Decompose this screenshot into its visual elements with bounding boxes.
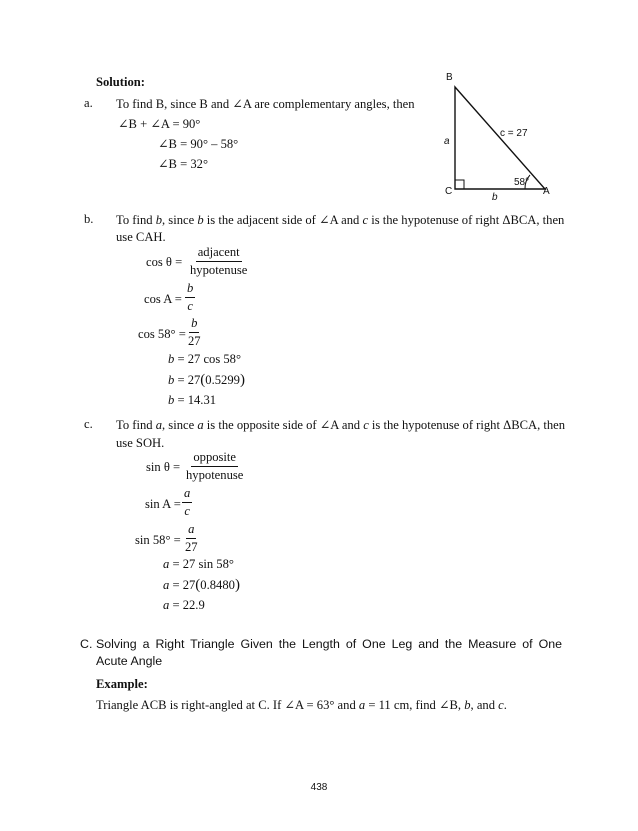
example-var: a — [358, 698, 366, 712]
part-c-intro-var: a — [197, 418, 204, 432]
part-a-marker: a. — [84, 96, 93, 110]
b-eq2-fraction — [185, 281, 195, 314]
b-eq6-var: b — [168, 393, 175, 407]
section-c-marker: C. — [80, 637, 93, 651]
part-a-line3: ∠B = 32° — [158, 157, 208, 171]
triangle-diagram — [430, 70, 580, 210]
example-text-part: = 11 cm, find ∠B, — [365, 698, 465, 712]
page-number: 438 — [310, 782, 328, 793]
fraction-numerator: opposite — [191, 450, 238, 467]
c-eq5 — [163, 577, 240, 594]
close-paren: ) — [234, 577, 240, 593]
c-eq6 — [163, 598, 205, 613]
c-eq3-fraction — [183, 522, 200, 555]
c-eq5-var: a — [163, 578, 170, 592]
open-paren: ( — [200, 372, 206, 388]
part-b-intro-var: b — [155, 213, 162, 227]
right-angle-marker — [455, 180, 464, 189]
b-eq5-var: b — [168, 373, 175, 387]
part-b-intro-line2: use CAH. — [116, 230, 166, 244]
example-text-part: , and — [470, 698, 499, 712]
part-c-intro-line2: use SOH. — [116, 436, 165, 450]
b-eq5-rhs: = 27 — [174, 373, 201, 387]
part-b-intro-text: To find — [116, 213, 156, 227]
fraction-numerator: a — [182, 486, 192, 503]
part-b-intro-text: , since — [162, 213, 198, 227]
c-eq1-lhs: sin θ = — [146, 460, 181, 474]
b-eq1-lhs: cos θ = — [146, 255, 183, 269]
part-c-intro-text: , since — [162, 418, 198, 432]
b-eq4-rhs: = 27 cos 58° — [174, 352, 242, 366]
open-paren: ( — [195, 577, 201, 593]
part-a-intro: To find B, since B and ∠A are complementary angles, then — [116, 97, 415, 111]
close-paren: ) — [239, 372, 245, 388]
example-var: c — [498, 698, 504, 712]
vertex-a-label: A — [543, 186, 550, 197]
solution-heading: Solution: — [96, 75, 145, 89]
fraction-numerator: b — [189, 316, 199, 333]
section-c-title-line1: Solving a Right Triangle Given the Length of One Leg and the Measure of One — [96, 637, 562, 651]
c-eq6-rhs: = 22.9 — [169, 598, 205, 612]
part-c-intro-var: c — [363, 418, 369, 432]
c-eq4-var: a — [163, 557, 170, 571]
vertex-c-label: C — [445, 186, 453, 197]
c-eq4-rhs: = 27 sin 58° — [169, 557, 234, 571]
fraction-denominator: 27 — [188, 334, 201, 348]
b-eq4-var: b — [168, 352, 175, 366]
part-c-intro-text: is the hypotenuse of right ΔBCA, then — [368, 418, 566, 432]
fraction-denominator: c — [187, 299, 193, 313]
c-eq6-var: a — [163, 598, 170, 612]
b-eq5 — [168, 372, 245, 389]
example-text-part: . — [503, 698, 507, 712]
part-b-marker: b. — [84, 212, 94, 226]
triangle-svg — [430, 70, 580, 210]
b-eq3-fraction — [186, 316, 203, 349]
part-b-intro-var: c — [362, 213, 369, 227]
part-b-intro — [116, 212, 564, 228]
example-var: b — [464, 698, 471, 712]
b-eq1-fraction — [188, 245, 249, 278]
example-text — [96, 697, 507, 713]
fraction-denominator: 27 — [185, 540, 198, 554]
b-eq4 — [168, 352, 241, 367]
part-c-intro-var: a — [155, 418, 162, 432]
b-eq3-lhs: cos 58° = — [138, 327, 186, 341]
section-c-title-line2: Acute Angle — [96, 654, 163, 668]
vertex-b-label: B — [446, 72, 453, 83]
angle-a-label: 58° — [514, 177, 530, 188]
b-eq6-rhs: = 14.31 — [174, 393, 217, 407]
part-b-intro-text: is the hypotenuse of right ΔBCA, then — [368, 213, 565, 227]
side-c-label: c = 27 — [500, 128, 528, 139]
b-eq6 — [168, 393, 216, 408]
fraction-numerator: b — [185, 281, 195, 298]
fraction-denominator: c — [184, 504, 190, 518]
part-b-intro-text: is the adjacent side of ∠A and — [203, 213, 363, 227]
part-c-intro — [116, 417, 565, 433]
fraction-numerator: adjacent — [196, 245, 242, 262]
c-eq2-fraction — [182, 486, 192, 519]
fraction-numerator: a — [186, 522, 196, 539]
part-a-line2: ∠B = 90° – 58° — [158, 137, 239, 151]
part-c-intro-text: To find — [116, 418, 156, 432]
c-eq4 — [163, 557, 234, 572]
example-label: Example: — [96, 677, 148, 691]
b-eq5-value: 0.5299 — [205, 373, 240, 387]
b-eq2-lhs: cos A = — [144, 292, 182, 306]
fraction-denominator: hypotenuse — [186, 468, 244, 482]
fraction-denominator: hypotenuse — [190, 263, 248, 277]
side-a-label: a — [444, 136, 450, 147]
part-b-intro-var: b — [197, 213, 204, 227]
c-eq5-value: 0.8480 — [200, 578, 235, 592]
example-text-part: Triangle ACB is right-angled at C. If ∠A = 63° and — [96, 698, 359, 712]
c-eq5-rhs: = 27 — [169, 578, 196, 592]
part-c-intro-text: is the opposite side of ∠A and — [203, 418, 364, 432]
c-eq3-lhs: sin 58° = — [135, 533, 181, 547]
part-a-line1: ∠B + ∠A = 90° — [118, 117, 201, 131]
side-b-label: b — [492, 192, 498, 203]
part-c-marker: c. — [84, 417, 93, 431]
c-eq1-fraction — [184, 450, 245, 483]
c-eq2-lhs: sin A = — [145, 497, 181, 511]
